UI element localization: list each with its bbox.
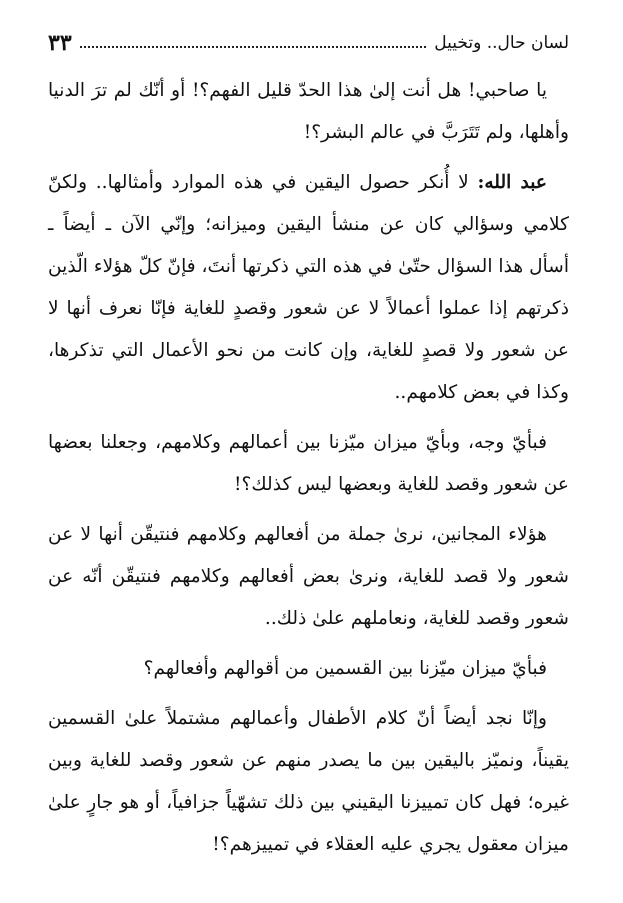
paragraph xyxy=(48,422,569,506)
paragraph-text: وإنّا نجد أيضاً أنّ كلام الأطفال وأعمالهم مشتملاً علىٰ القسمين يقيناً، ونميّز باليقين بين ما يصدر منهم عن شعور وقصد للغاية وبين غيره؛ فهل كان تمييزنا اليقيني بين ذلك تشهّياً جزافياً، أو هو جارٍ علىٰ ميزان معقول يجري عليه العقلاء في تمييزهم؟! xyxy=(48,708,569,855)
paragraph-text: لا أُنكر حصول اليقين في هذه الموارد وأمثالها.. ولكنّ كلامي وسؤالي كان عن منشأ اليقين وميزانه؛ وإنّي الآن ـ أيضاً ـ أسأل هذا السؤال حتّىٰ في هذه التي ذكرتها أنتَ، فإنّ كلّ هؤلاء الّذين ذكرتهم إذا عملوا أعمالاً لا عن شعور وقصدٍ للغاية فإنّا نعرف أنها لا عن شعور ولا قصدٍ للغاية، وإن كانت من نحو الأعمال التي تذكرها، وكذا في بعض كلامهم.. xyxy=(48,172,569,403)
paragraph xyxy=(48,514,569,640)
dotted-leader xyxy=(80,46,427,48)
paragraph xyxy=(48,70,569,154)
paragraph-text: يا صاحبي! هل أنت إلىٰ هذا الحدّ قليل الفهم؟! أو أنّك لم ترَ الدنيا وأهلها، ولم تَتَرَبَّ في عالم البشر؟! xyxy=(48,80,569,143)
running-header xyxy=(48,26,569,60)
paragraph xyxy=(48,698,569,866)
running-title: لسان حال.. وتخييل xyxy=(434,33,569,53)
speaker-name: عبد الله: xyxy=(477,172,547,193)
page-number: ٣٣ xyxy=(48,30,72,56)
paragraph-text: هؤلاء المجانين، نرىٰ جملة من أفعالهم وكلامهم فنتيقّن أنها لا عن شعور ولا قصد للغاية، ونرىٰ بعض أفعالهم وكلامهم فنتيقّن أنّه عن شعور وقصد للغاية، ونعاملهم علىٰ ذلك.. xyxy=(48,524,569,629)
paragraph-text: فبأيّ وجه، وبأيّ ميزان ميّزنا بين أعمالهم وكلامهم، وجعلنا بعضها عن شعور وقصد للغاية وبعضها ليس كذلك؟! xyxy=(48,432,569,495)
paragraph-text: فبأيّ ميزان ميّزنا بين القسمين من أقوالهم وأفعالهم؟ xyxy=(143,658,547,679)
paragraph xyxy=(48,648,569,690)
page-body xyxy=(48,70,569,866)
paragraph xyxy=(48,162,569,414)
